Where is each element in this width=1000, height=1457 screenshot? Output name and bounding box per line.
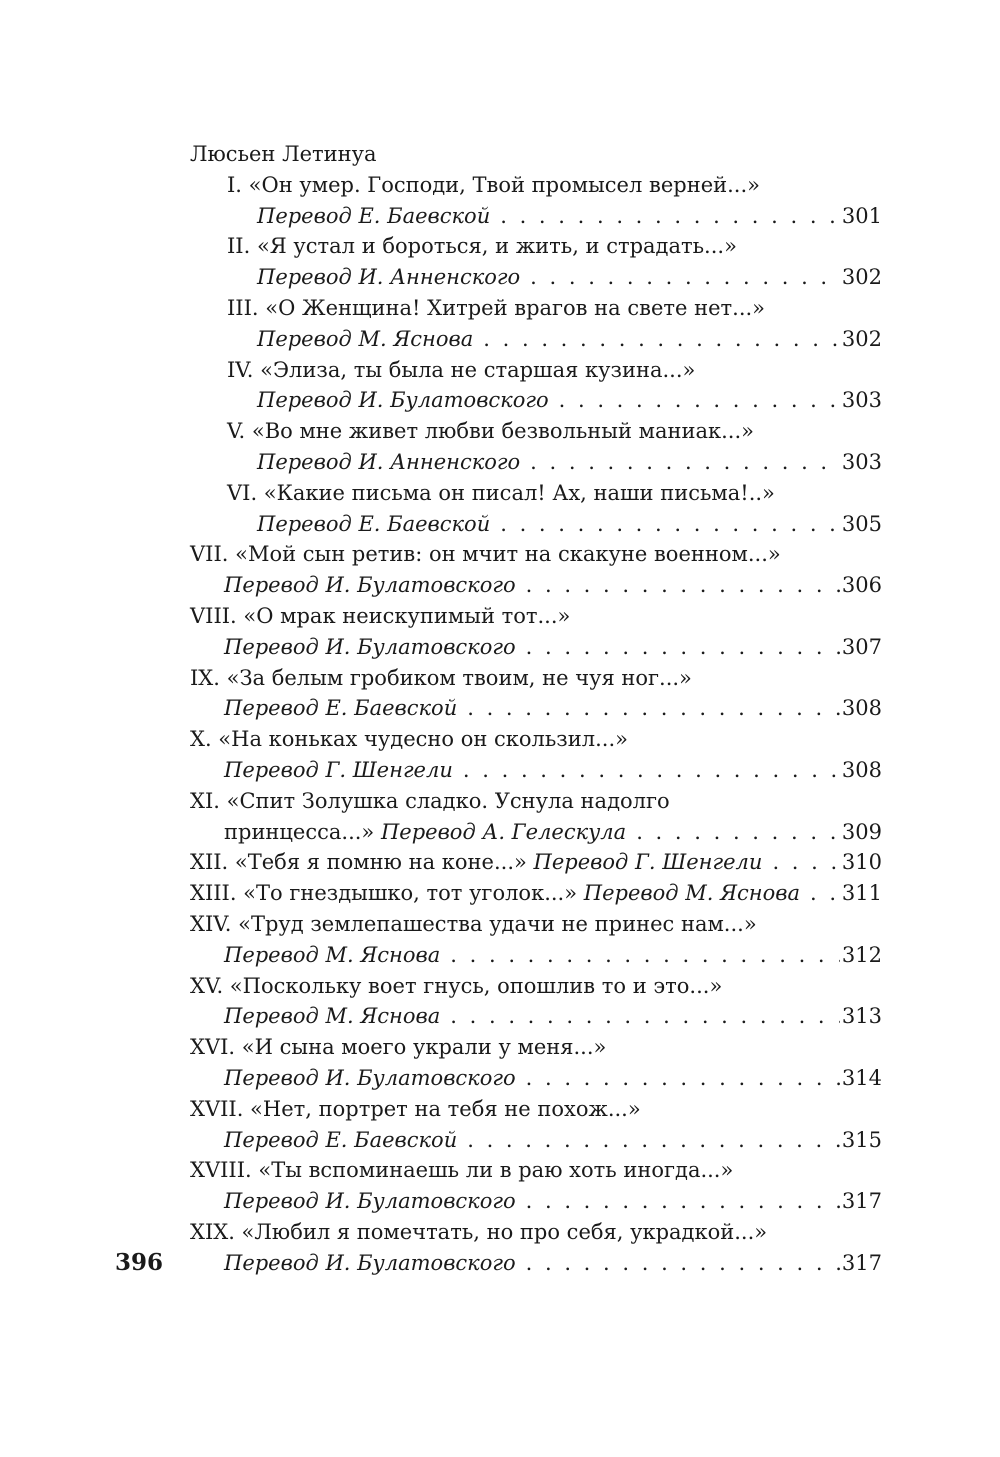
leader-dots [526,632,840,663]
entry-page: 309 [841,819,882,844]
entry-translator: Перевод И. Булатовского [224,1065,516,1090]
toc-entry-title [190,786,882,817]
toc-entry-translator-line [190,632,882,663]
toc-entry-translator-line [190,447,882,478]
toc-entry-title [190,293,882,324]
leader-dots [500,509,840,540]
toc-entry-title [190,1217,882,1248]
entry-translator: Перевод М. Яснова [224,1004,441,1029]
toc-entry-title [190,1032,882,1063]
entry-page: 317 [841,1189,882,1214]
toc-entry-translator-line [190,385,882,416]
entry-page: 301 [841,203,882,228]
leader-dots [463,755,840,786]
entry-title: XI. «Спит Золушка сладко. Уснула надолго [190,788,670,813]
leader-dots [530,447,840,478]
page-number: 396 [115,1249,164,1276]
entry-title: II. «Я устал и бороться, и жить, и страдать...» [227,234,737,259]
toc-entry-translator-line [190,201,882,232]
leader-dots [636,817,840,848]
toc-entry-translator-line [190,324,882,355]
entry-translator: Перевод М. Яснова [583,881,801,906]
entry-title: V. «Во мне живет любви безвольный маниак...» [227,419,755,444]
leader-dots [526,1248,840,1279]
entry-title-continued: принцесса...» [224,819,375,844]
entry-translator: Перевод М. Яснова [257,326,474,351]
entry-translator: Перевод Г. Шенгели [224,757,453,782]
leader-dots [530,262,840,293]
author-heading [190,139,882,170]
toc-entry-translator-line [190,940,882,971]
toc-entry-single-line [190,878,882,909]
entry-page: 311 [841,881,882,906]
entry-translator: Перевод Е. Баевской [224,1127,458,1152]
entry-title: VIII. «О мрак неискупимый тот...» [190,603,571,628]
leader-dots [559,385,840,416]
author-name: Люсьен Летинуа [190,142,377,166]
toc-entry-title [190,724,882,755]
entry-page: 310 [841,850,882,875]
toc-entry-title [190,909,882,940]
entry-page: 305 [841,511,882,536]
toc-entry-translator-line [190,1063,882,1094]
leader-dots [772,847,839,878]
toc-entry-title [190,601,882,632]
entry-title: X. «На коньках чудесно он скользил...» [190,727,628,752]
entry-page: 312 [841,942,882,967]
entry-page: 317 [841,1250,882,1275]
entry-translator: Перевод Е. Баевской [257,203,491,228]
entry-translator: Перевод И. Анненского [257,265,521,290]
leader-dots [450,1001,840,1032]
leader-dots [526,1063,840,1094]
entry-title: VI. «Какие письма он писал! Ах, наши письма!..» [227,480,775,505]
toc-entry-translator-line [190,755,882,786]
toc-entry-translator-line [190,509,882,540]
entry-title: XVII. «Нет, портрет на тебя не похож...» [190,1096,641,1121]
toc-entry-single-line [190,847,882,878]
entry-translator: Перевод М. Яснова [224,942,441,967]
entry-page: 303 [841,388,882,413]
entry-title: III. «О Женщина! Хитрей врагов на свете нет...» [227,295,766,320]
leader-dots [526,570,840,601]
toc-entry-translator-line [190,1001,882,1032]
toc-entry-title [190,355,882,386]
entry-translator: Перевод И. Булатовского [224,1189,516,1214]
entry-title: XIV. «Труд землепашества удачи не принес нам...» [190,911,757,936]
entry-title: XVI. «И сына моего украли у меня...» [190,1035,607,1060]
toc-entry-title [190,170,882,201]
entry-page: 307 [841,634,882,659]
toc-entry-title [190,663,882,694]
entry-translator: Перевод Е. Баевской [224,696,458,721]
leader-dots [450,940,840,971]
entry-title: VII. «Мой сын ретив: он мчит на скакуне военном...» [190,542,781,567]
entry-page: 302 [841,265,882,290]
entry-title: XV. «Поскольку воет гнусь, опошлив то и это...» [190,973,723,998]
entry-translator: Перевод А. Гелескула [380,819,627,844]
toc-entry-title [190,971,882,1002]
leader-dots [810,878,840,909]
entry-page: 315 [841,1127,882,1152]
entry-title: XII. «Тебя я помню на коне...» [190,850,527,875]
toc-entry-translator-line [190,570,882,601]
toc-entry-translator-line [190,262,882,293]
toc-entry-translator-line [190,817,882,848]
toc-entry-title [190,1155,882,1186]
toc-entry-title [190,1094,882,1125]
entry-page: 308 [841,696,882,721]
leader-dots [483,324,840,355]
entry-title: IX. «За белым гробиком твоим, не чуя ног...» [190,665,692,690]
entry-title: XIX. «Любил я помечтать, но про себя, украдкой...» [190,1219,768,1244]
table-of-contents [190,139,882,1278]
toc-entry-title [190,231,882,262]
entry-page: 306 [841,573,882,598]
leader-dots [467,1125,840,1156]
entry-page: 303 [841,449,882,474]
toc-entry-translator-line [190,693,882,724]
leader-dots [526,1186,840,1217]
toc-entry-title [190,539,882,570]
entry-page: 314 [841,1065,882,1090]
entry-translator: Перевод Г. Шенгели [533,850,763,875]
entry-title: IV. «Элиза, ты была не старшая кузина...» [227,357,696,382]
entry-translator: Перевод И. Анненского [257,449,521,474]
entry-title: XIII. «То гнездышко, тот уголок...» [190,881,578,906]
toc-entry-title [190,416,882,447]
entry-title: XVIII. «Ты вспоминаешь ли в раю хоть иногда...» [190,1158,734,1183]
toc-entry-translator-line [190,1125,882,1156]
entry-translator: Перевод И. Булатовского [224,634,516,659]
toc-entry-translator-line [190,1186,882,1217]
entry-translator: Перевод Е. Баевской [257,511,491,536]
entry-title: I. «Он умер. Господи, Твой промысел верней...» [227,172,760,197]
entry-translator: Перевод И. Булатовского [224,573,516,598]
entry-translator: Перевод И. Булатовского [257,388,549,413]
leader-dots [500,201,840,232]
entry-page: 308 [841,757,882,782]
entry-translator: Перевод И. Булатовского [224,1250,516,1275]
entry-page: 302 [841,326,882,351]
toc-entry-translator-line [190,1248,882,1279]
toc-entry-title [190,478,882,509]
entry-page: 313 [841,1004,882,1029]
leader-dots [467,693,840,724]
